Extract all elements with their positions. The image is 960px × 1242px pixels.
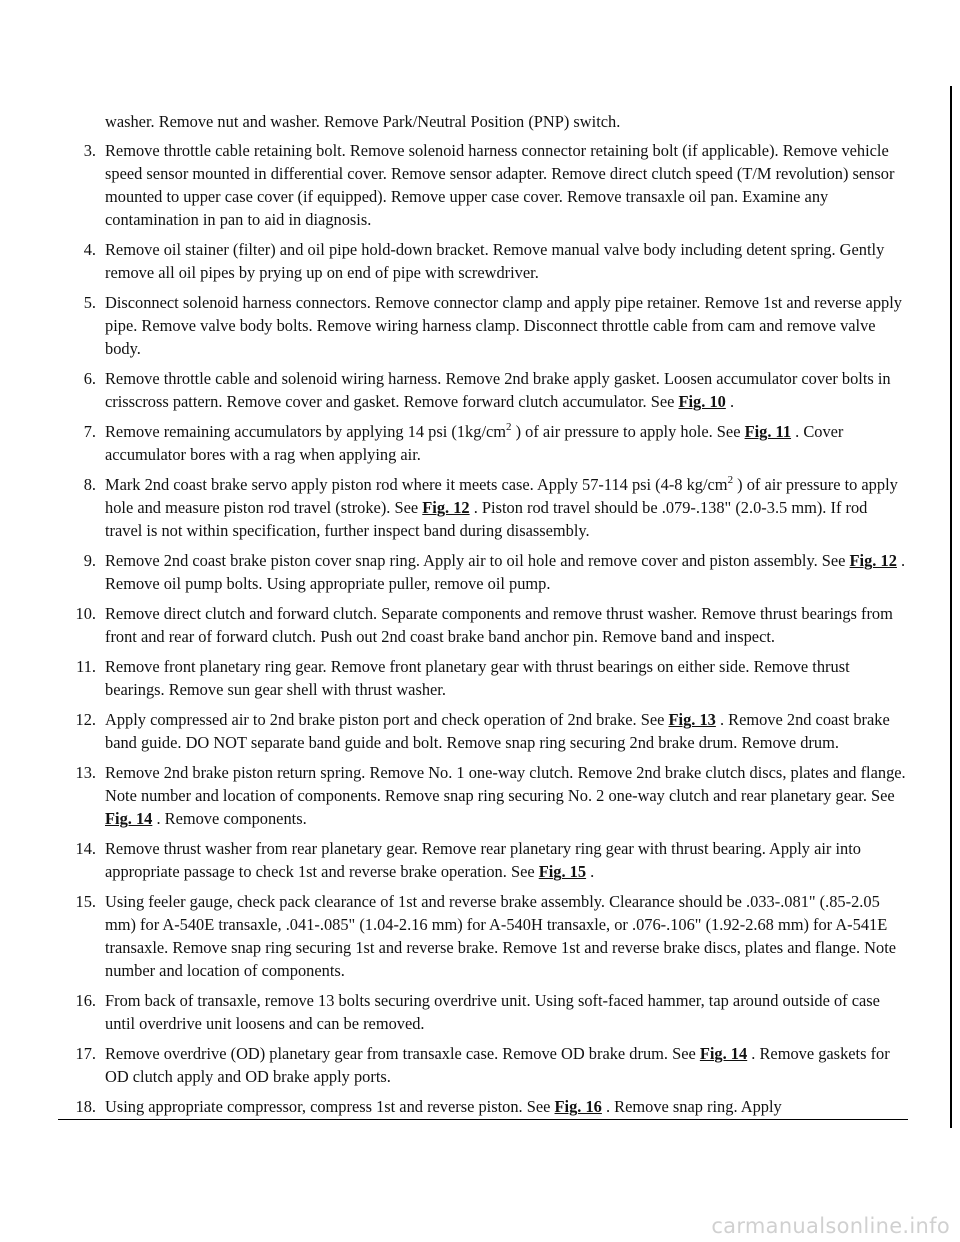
step-number: 13. bbox=[75, 763, 96, 782]
step-text-run: Remove overdrive (OD) planetary gear from transaxle case. Remove OD brake drum. See bbox=[105, 1044, 700, 1063]
step-number: 16. bbox=[75, 991, 96, 1010]
step-item bbox=[58, 890, 908, 982]
figure-link[interactable]: Fig. 13 bbox=[668, 710, 716, 729]
step-text-run: Remove oil stainer (filter) and oil pipe hold-down bracket. Remove manual valve body including detent spring. Gently remove all oil pipes by prying up on end of pipe with screwdriver. bbox=[105, 240, 885, 282]
figure-link[interactable]: Fig. 15 bbox=[538, 862, 587, 881]
step-number: 11. bbox=[76, 657, 96, 676]
step-text bbox=[105, 991, 880, 1033]
step-text bbox=[105, 293, 902, 358]
step-item bbox=[58, 837, 908, 883]
figure-link[interactable]: Fig. 14 bbox=[699, 1044, 748, 1063]
step-text-run: Remove throttle cable and solenoid wiring harness. Remove 2nd brake apply gasket. Loosen accumulator cover bolts in crisscross pattern. Remove cover and gasket. Remove forward clutch accumulator. See bbox=[105, 369, 891, 411]
step-text bbox=[105, 1044, 890, 1086]
step-item bbox=[58, 291, 908, 360]
step-text-run: Apply compressed air to 2nd brake piston port and check operation of 2nd brake. See bbox=[105, 710, 669, 729]
figure-link[interactable]: Fig. 14 bbox=[105, 809, 153, 828]
step-number: 10. bbox=[75, 604, 96, 623]
step-number: 18. bbox=[75, 1097, 96, 1116]
step-text-run: . Remove components. bbox=[152, 809, 307, 828]
step-item bbox=[58, 1042, 908, 1088]
step-text bbox=[105, 475, 898, 540]
step-text-run: Remove direct clutch and forward clutch. Separate components and remove thrust washer. Remove thrust bearings from front and rear of forward clutch. Push out 2nd coast brake band anchor pin. Remove band and inspect. bbox=[105, 604, 893, 646]
figure-link[interactable]: Fig. 11 bbox=[744, 422, 792, 441]
watermark: carmanualsonline.info bbox=[711, 1214, 950, 1238]
step-item bbox=[58, 420, 908, 466]
step-item bbox=[58, 602, 908, 648]
step-text bbox=[105, 710, 890, 752]
step-text-run: Remove front planetary ring gear. Remove front planetary gear with thrust bearings on either side. Remove thrust bearings. Remove sun gear shell with thrust washer. bbox=[105, 657, 850, 699]
step-number: 6. bbox=[83, 369, 96, 388]
step-text-run: Disconnect solenoid harness connectors. Remove connector clamp and apply pipe retainer. Remove 1st and reverse apply pipe. Remove valve body bolts. Remove wiring harness clamp. Disconnect throttle cable from cam and remove valve body. bbox=[105, 293, 902, 358]
step-text-run: . Remove 2nd coast brake band guide. DO NOT separate band guide and bolt. Remove snap ring securing 2nd brake drum. Remove drum. bbox=[105, 710, 890, 752]
step-item bbox=[58, 549, 908, 595]
superscript: 2 bbox=[727, 473, 734, 486]
step-item bbox=[58, 473, 908, 542]
figure-link[interactable]: Fig. 16 bbox=[554, 1097, 602, 1116]
step-item bbox=[58, 761, 908, 830]
step-text-run: . Remove oil pump bolts. Using appropriate puller, remove oil pump. bbox=[105, 551, 906, 593]
step-text-run: Remove 2nd coast brake piston cover snap ring. Apply air to oil hole and remove cover and piston assembly. See bbox=[105, 551, 850, 570]
step-item bbox=[58, 989, 908, 1035]
figure-link[interactable]: Fig. 12 bbox=[422, 498, 470, 517]
step-item bbox=[58, 1095, 908, 1120]
step-text-run: Remove remaining accumulators by applying 14 psi (1kg/cm bbox=[105, 422, 507, 441]
step-text-run: . Cover accumulator bores with a rag when applying air. bbox=[105, 422, 844, 464]
superscript: 2 bbox=[506, 420, 512, 433]
step-text bbox=[105, 369, 891, 411]
step-number: 4. bbox=[83, 240, 96, 259]
step-text bbox=[105, 422, 843, 464]
step-text-run: Using appropriate compressor, compress 1st and reverse piston. See bbox=[105, 1097, 555, 1116]
step-text-run: . Remove gaskets for OD clutch apply and OD brake apply ports. bbox=[105, 1044, 890, 1086]
step-number: 5. bbox=[83, 293, 96, 312]
step-text bbox=[105, 892, 896, 980]
step-item bbox=[58, 708, 908, 754]
page-right-rule bbox=[950, 86, 952, 1128]
step-number: 8. bbox=[83, 475, 96, 494]
figure-link[interactable]: Fig. 10 bbox=[678, 392, 726, 411]
step-text-run: Remove 2nd brake piston return spring. Remove No. 1 one-way clutch. Remove 2nd brake clutch discs, plates and flange. Note number and location of components. Remove snap ring securing No. 2 one-way clutch and rear planetary gear. See bbox=[105, 763, 906, 805]
step-text-run: From back of transaxle, remove 13 bolts securing overdrive unit. Using soft-faced hammer, tap around outside of case until overdrive unit loosens and can be removed. bbox=[105, 991, 880, 1033]
step-text-run: ) of air pressure to apply hole and measure piston rod travel (stroke). See bbox=[105, 475, 898, 517]
step-text bbox=[105, 1097, 782, 1116]
step-text bbox=[105, 240, 884, 282]
step-number: 9. bbox=[83, 551, 96, 570]
step-text bbox=[105, 839, 861, 881]
step-number: 14. bbox=[75, 839, 96, 858]
step-number: 15. bbox=[75, 892, 96, 911]
step-text-run: Mark 2nd coast brake servo apply piston rod where it meets case. Apply 57-114 psi (4-8 kg/cm bbox=[105, 475, 728, 494]
step-number: 17. bbox=[75, 1044, 96, 1063]
step-list bbox=[58, 139, 908, 1120]
step-text-run: . bbox=[725, 392, 735, 411]
step-item bbox=[58, 139, 908, 231]
step-text bbox=[105, 763, 906, 828]
step-item bbox=[58, 238, 908, 284]
step-item bbox=[58, 367, 908, 413]
step-text-run: . Piston rod travel should be .079-.138" (2.0-3.5 mm). If rod travel is not within specification, further inspect band during disassembly. bbox=[105, 498, 868, 540]
step-text bbox=[105, 657, 850, 699]
step-text bbox=[105, 141, 894, 229]
step-number: 7. bbox=[83, 422, 96, 441]
step-number: 12. bbox=[75, 710, 96, 729]
step-number: 3. bbox=[83, 141, 96, 160]
step-text bbox=[105, 551, 905, 593]
step-text-run: Remove throttle cable retaining bolt. Remove solenoid harness connector retaining bolt (if applicable). Remove vehicle speed sensor mounted in differential cover. Remove sensor adapter. Remove direct clutch speed (T/M revolution) sensor mounted to upper case cover (if equipped). Remove upper case cover. Remove transaxle oil pan. Examine any contamination in pan to aid in diagnosis. bbox=[105, 141, 895, 229]
figure-link[interactable]: Fig. 12 bbox=[849, 551, 897, 570]
step-text-run: . bbox=[586, 862, 595, 881]
step-text-run: . Remove snap ring. Apply bbox=[601, 1097, 782, 1116]
continued-step-text: washer. Remove nut and washer. Remove Park/Neutral Position (PNP) switch. bbox=[105, 112, 621, 131]
step-item bbox=[58, 655, 908, 701]
step-text-run: Using feeler gauge, check pack clearance of 1st and reverse brake assembly. Clearance should be .033-.081" (.85-2.05 mm) for A-540E transaxle, .041-.085" (1.04-2.16 mm) for A-540H transaxle, or .076-.106" (1.92-2.68 mm) for A-541E transaxle. Remove snap ring securing 1st and reverse brake. Remove 1st and reverse brake discs, plates and flange. Note number and location of components. bbox=[105, 892, 897, 980]
step-text-run: Remove thrust washer from rear planetary gear. Remove rear planetary ring gear with thrust bearing. Apply air into appropriate passage to check 1st and reverse brake operation. See bbox=[105, 839, 861, 881]
step-text bbox=[105, 604, 893, 646]
step-text-run: ) of air pressure to apply hole. See bbox=[511, 422, 745, 441]
procedure-text bbox=[58, 110, 908, 1127]
